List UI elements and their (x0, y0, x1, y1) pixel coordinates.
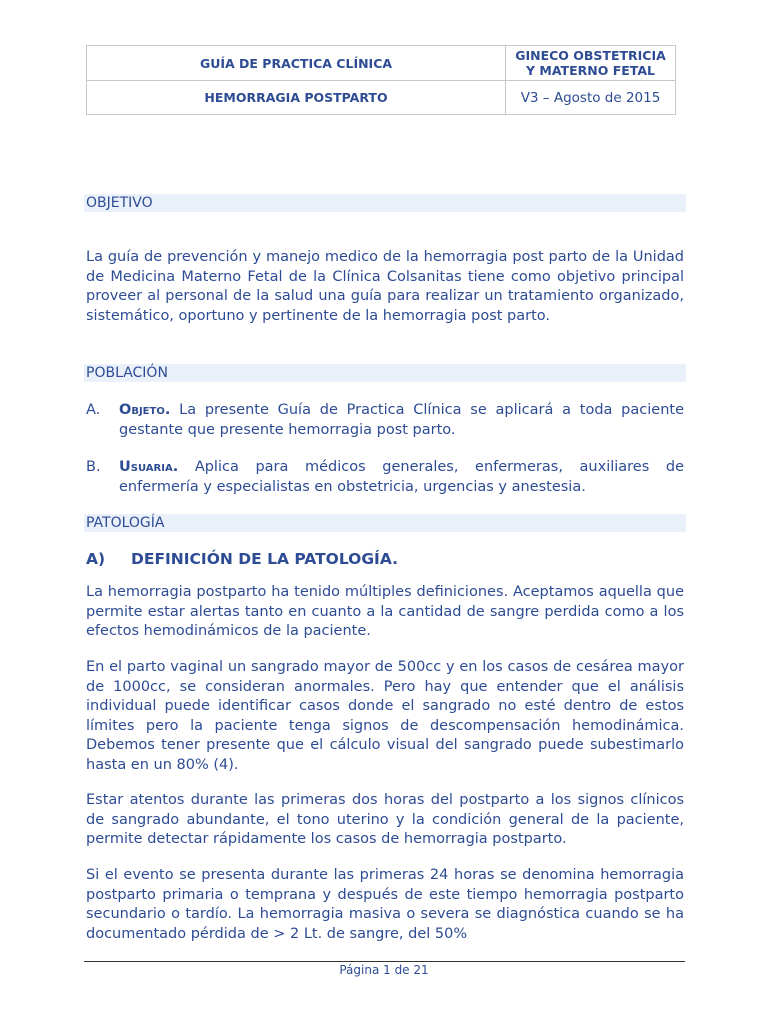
subheading-definicion (86, 550, 398, 568)
page-number: Página 1 de 21 (339, 963, 429, 977)
objetivo-paragraph: La guía de prevención y manejo medico de la hemorragia post parto de la Unidad de Medicina Materno Fetal de la Clínica Colsanitas tiene como objetivo principal proveer al personal de la salud una guía para realizar un tratamiento organizado, sistemático, oportuno y pertinente de la hemorragia post parto. (86, 249, 684, 324)
patologia-paragraph-4: Si el evento se presenta durante las primeras 24 horas se denomina hemorragia postparto primaria o temprana y después de este tiempo hemorragia postparto secundario o tardío. La hemorragia masiva o severa se diagnóstica cuando se ha documentado pérdida de > 2 Lt. de sangre, del 50% (86, 867, 684, 942)
guide-label: GUÍA DE PRACTICA CLÍNICA (87, 46, 506, 81)
department-line-1: GINECO OBSTETRICIA (515, 48, 666, 63)
patologia-paragraph-1: La hemorragia postparto ha tenido múltiples definiciones. Aceptamos aquella que permite estar alertas tanto en cuanto a la cantidad de sangre perdida como a los efectos hemodinámicos de la paciente. (86, 584, 684, 639)
list-text: Aplica para médicos generales, enfermeras, auxiliares de enfermería y especialistas en obstetricia, urgencias y anestesia. (119, 459, 685, 495)
topic-label: HEMORRAGIA POSTPARTO (87, 81, 506, 115)
section-title-objetivo: OBJETIVO (84, 194, 686, 212)
list-marker: B. (86, 459, 101, 475)
list-term: Usuaria. (119, 459, 179, 475)
department-line-2: Y MATERNO FETAL (526, 63, 655, 78)
patologia-paragraph-3: Estar atentos durante las primeras dos horas del postparto a los signos clínicos de sangrado abundante, el tono uterino y la condición general de la paciente, permite detectar rápidamente los casos de hemorragia postparto. (86, 792, 684, 847)
list-item-usuaria (86, 458, 684, 497)
footer-divider (84, 961, 685, 962)
patologia-paragraph-2: En el parto vaginal un sangrado mayor de 500cc y en los casos de cesárea mayor de 1000cc, se consideran anormales. Pero hay que entender que el análisis individual puede identificar casos donde el sangrado no esté dentro de estos límites pero la paciente tenga signos de descompensación hemodinámica. Debemos tener presente que el cálculo visual del sangrado puede subestimarlo hasta en un 80% (4). (86, 659, 684, 773)
subheading-text: DEFINICIÓN DE LA PATOLOGÍA. (131, 550, 398, 568)
version-label: V3 – Agosto de 2015 (506, 81, 676, 115)
subheading-marker: A) (86, 550, 106, 568)
list-item-objeto (86, 401, 684, 440)
list-term: Objeto. (119, 402, 171, 418)
section-title-poblacion: POBLACIÓN (84, 364, 686, 382)
list-marker: A. (86, 402, 101, 418)
list-text: La presente Guía de Practica Clínica se aplicará a toda paciente gestante que presente hemorragia post parto. (119, 402, 684, 438)
department-label (506, 46, 676, 81)
section-title-patologia: PATOLOGÍA (84, 514, 686, 532)
document-header-table (86, 45, 676, 115)
